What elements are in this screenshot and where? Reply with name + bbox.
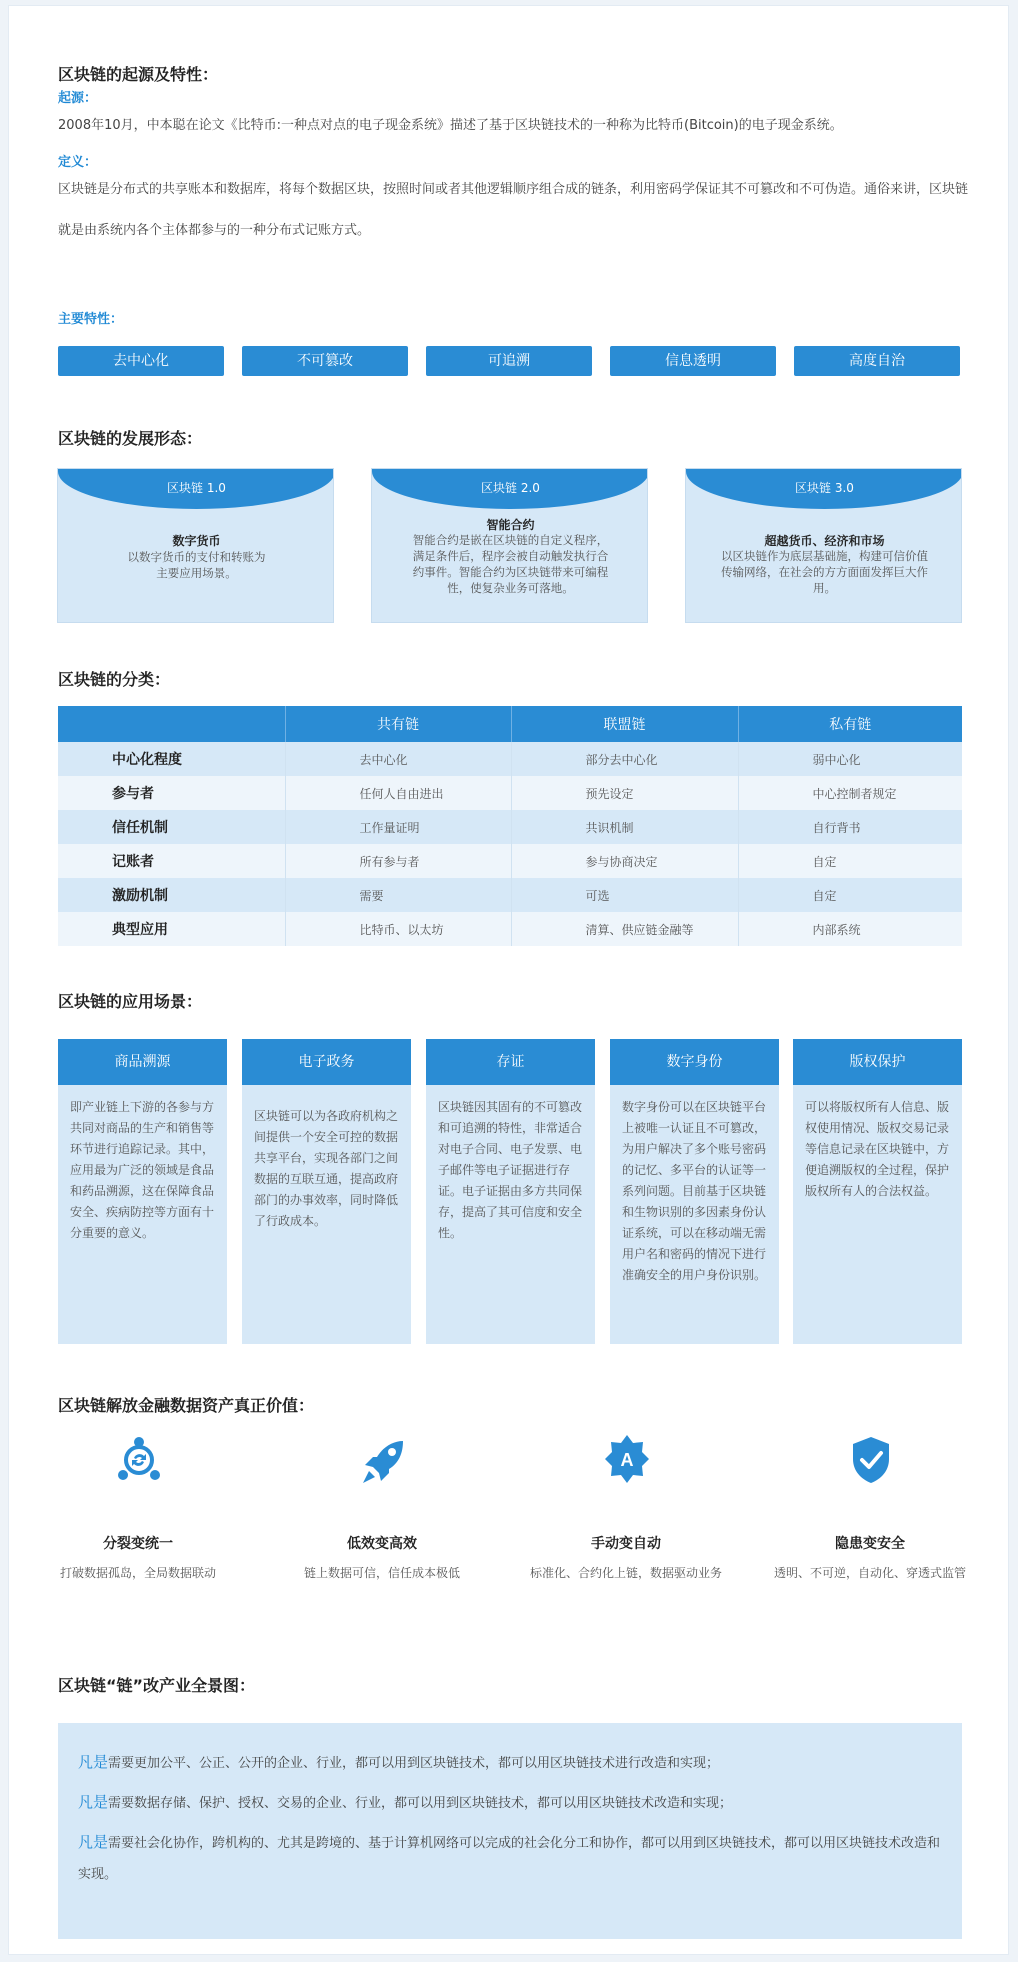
application-card-text: 区块链因其固有的不可篡改和可追溯的特性，非常适合对电子合同、电子发票、电子邮件等电子证据进行存证。电子证据由多方共同保存，提高了其可信度和安全性。 (438, 1100, 583, 1240)
table-cell: 工作量证明 (285, 810, 511, 844)
stage-card (685, 468, 962, 623)
table-cell: 预先设定 (511, 776, 738, 810)
table-row (58, 810, 962, 844)
value-desc: 标准化、合约化上链，数据驱动业务 (529, 1566, 722, 1580)
auto-badge-icon (603, 1431, 651, 1491)
features-label: 主要特性： (58, 312, 124, 327)
table-cell: 中心控制者规定 (738, 776, 962, 810)
value-title: 低效变高效 (347, 1536, 417, 1552)
stage-title: 超越货币、经济和市场 (764, 534, 885, 548)
table-cell: 部分去中心化 (511, 742, 738, 776)
industry-line-text: 需要更加公平、公正、公开的企业、行业，都可以用到区块链技术，都可以用区块链技术进行改造和实现； (108, 1756, 720, 1771)
application-card-text: 可以将版权所有人信息、版权使用情况、版权交易记录等信息记录在区块链中，方便追溯版权的全过程，保护版权所有人的合法权益。 (805, 1100, 950, 1198)
industry-panel (58, 1723, 962, 1939)
application-card-title: 数字身份 (610, 1039, 779, 1085)
row-header: 参与者 (58, 776, 285, 810)
table-header-cell: 联盟链 (511, 706, 738, 742)
classification-table (58, 706, 962, 946)
application-card-title: 商品溯源 (58, 1039, 227, 1085)
table-cell: 自行背书 (738, 810, 962, 844)
definition-text: 区块链是分布式的共享账本和数据库，将每个数据区块，按照时间或者其他逻辑顺序组合成的链条，利用密码学保证其不可篡改和不可伪造。通俗来讲，区块链就是由系统内各个主体都参与的一种分布式记账方式。 (58, 182, 969, 238)
stage-card (371, 468, 648, 623)
row-header: 激励机制 (58, 878, 285, 912)
table-row (58, 776, 962, 810)
keyword: 凡是 (78, 1753, 109, 1771)
definition-label: 定义： (58, 155, 98, 170)
application-card (610, 1039, 779, 1344)
value-section-title: 区块链解放金融数据资产真正价值： (58, 1396, 315, 1415)
origin-text: 2008年10月，中本聪在论文《比特币:一种点对点的电子现金系统》描述了基于区块链技术的一种称为比特币(Bitcoin)的电子现金系统。 (58, 118, 843, 133)
application-card (426, 1039, 595, 1344)
shield-check-icon (847, 1431, 895, 1491)
industry-line-text: 需要社会化协作，跨机构的、尤其是跨境的、基于计算机网络可以完成的社会化分工和协作，都可以用到区块链技术，都可以用区块链技术改造和实现。 (78, 1836, 941, 1882)
network-sync-icon (115, 1431, 163, 1491)
stage-version: 区块链 1.0 (167, 481, 226, 495)
value-desc: 打破数据孤岛，全局数据联动 (59, 1566, 216, 1580)
value-title: 分裂变统一 (103, 1536, 173, 1552)
application-card (58, 1039, 227, 1344)
table-cell: 需要 (285, 878, 511, 912)
table-cell: 参与协商决定 (511, 844, 738, 878)
industry-line (78, 1747, 948, 1779)
feature-tag: 高度自治 (794, 346, 960, 376)
keyword: 凡是 (78, 1833, 109, 1851)
application-section-title: 区块链的应用场景： (58, 992, 203, 1011)
table-cell: 共识机制 (511, 810, 738, 844)
feature-tag: 可追溯 (426, 346, 592, 376)
table-cell: 比特币、以太坊 (285, 912, 511, 946)
industry-section-title: 区块链“链”改产业全景图： (58, 1676, 256, 1695)
classification-section-title: 区块链的分类： (58, 670, 171, 689)
application-card-title: 电子政务 (242, 1039, 411, 1085)
table-row (58, 844, 962, 878)
table-row (58, 742, 962, 776)
stage-version: 区块链 3.0 (795, 481, 854, 495)
stage-desc: 以数字货币的支付和转账为主要应用场景。 (127, 550, 266, 580)
table-row (58, 878, 962, 912)
stage-title: 智能合约 (486, 518, 535, 532)
feature-tag: 不可篡改 (242, 346, 408, 376)
table-cell: 任何人自由进出 (285, 776, 511, 810)
stage-desc: 以区块链作为底层基础施，构建可信价值传输网络，在社会的方方面面发挥巨大作用。 (721, 549, 928, 595)
value-desc: 链上数据可信，信任成本极低 (303, 1566, 460, 1580)
table-cell: 内部系统 (738, 912, 962, 946)
stage-title: 数字货币 (172, 534, 221, 548)
application-card-text: 数字身份可以在区块链平台上被唯一认证且不可篡改，为用户解决了多个账号密码的记忆、多平台的认证等一系列问题。目前基于区块链和生物识别的多因素身份认证系统，可以在移动端无需用户名和密码的情况下进行准确安全的用户身份识别。 (622, 1100, 767, 1282)
industry-line (78, 1827, 948, 1890)
table-cell: 清算、供应链金融等 (511, 912, 738, 946)
origin-label: 起源： (58, 91, 98, 106)
keyword: 凡是 (78, 1793, 109, 1811)
application-card-title: 版权保护 (793, 1039, 962, 1085)
application-card-title: 存证 (426, 1039, 595, 1085)
table-cell: 自定 (738, 844, 962, 878)
table-cell: 自定 (738, 878, 962, 912)
table-cell: 弱中心化 (738, 742, 962, 776)
stage-version: 区块链 2.0 (481, 481, 540, 495)
origin-section-title: 区块链的起源及特性： (58, 65, 219, 84)
row-header: 典型应用 (58, 912, 285, 946)
table-cell: 可选 (511, 878, 738, 912)
feature-tag: 信息透明 (610, 346, 776, 376)
value-desc: 透明、不可逆，自动化、穿透式监管 (773, 1566, 966, 1580)
value-title: 手动变自动 (591, 1536, 661, 1552)
svg-text:A: A (620, 1450, 634, 1470)
industry-line-text: 需要数据存储、保护、授权、交易的企业、行业，都可以用到区块链技术，都可以用区块链技术改造和实现； (108, 1796, 733, 1811)
value-title: 隐患变安全 (835, 1536, 905, 1552)
application-card (793, 1039, 962, 1344)
application-card-text: 区块链可以为各政府机构之间提供一个安全可控的数据共享平台，实现各部门之间数据的互联互通，提高政府部门的办事效率，同时降低了行政成本。 (254, 1109, 399, 1228)
row-header: 中心化程度 (58, 742, 285, 776)
stage-desc: 智能合约是嵌在区块链的自定义程序，满足条件后，程序会被自动触发执行合约事件。智能合约为区块链带来可编程性，使复杂业务可落地。 (412, 533, 609, 595)
table-header-cell: 私有链 (738, 706, 962, 742)
table-header-cell (58, 706, 285, 742)
table-header-cell: 共有链 (285, 706, 511, 742)
application-card-text: 即产业链上下游的各参与方共同对商品的生产和销售等环节进行追踪记录。其中，应用最为广泛的领域是食品和药品溯源，这在保障食品安全、疾病防控等方面有十分重要的意义。 (70, 1100, 215, 1240)
stage-card (57, 468, 334, 623)
table-row (58, 912, 962, 946)
page-container (8, 5, 1009, 1955)
row-header: 信任机制 (58, 810, 285, 844)
application-card (242, 1039, 411, 1344)
development-section-title: 区块链的发展形态： (58, 429, 203, 448)
table-header-row (58, 706, 962, 742)
industry-line (78, 1787, 948, 1819)
rocket-icon (359, 1431, 407, 1491)
row-header: 记账者 (58, 844, 285, 878)
table-cell: 所有参与者 (285, 844, 511, 878)
table-cell: 去中心化 (285, 742, 511, 776)
feature-tag: 去中心化 (58, 346, 224, 376)
